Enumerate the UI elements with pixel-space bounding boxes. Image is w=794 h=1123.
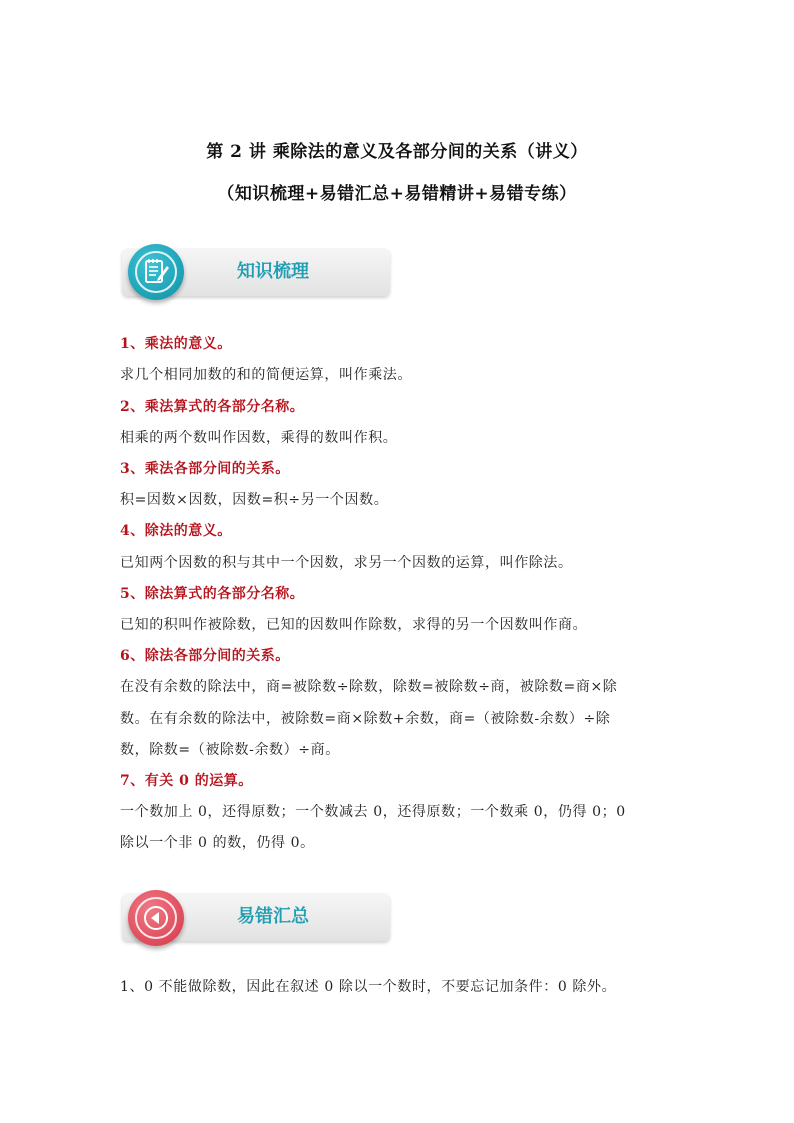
play-back-icon [128,890,184,946]
notepad-pen-icon [128,244,184,300]
item-text: 在没有余数的除法中，商=被除数÷除数，除数=被除数÷商，被除数=商×除 [120,679,618,695]
item-heading: 2、乘法算式的各部分名称。 [120,399,305,415]
item-heading: 6、除法各部分间的关系。 [120,648,290,664]
section-label: 知识梳理 [237,261,309,282]
item-text: 数。在有余数的除法中，被除数=商×除数+余数，商=（被除数-余数）÷除 [120,711,611,727]
page-title: 第 2 讲 乘除法的意义及各部分间的关系（讲义） [206,142,588,162]
item-heading: 7、有关 0 的运算。 [120,773,253,789]
item-text: 已知的积叫作被除数，已知的因数叫作除数，求得的另一个因数叫作商。 [120,617,588,633]
item-text: 数，除数=（被除数-余数）÷商。 [120,742,340,758]
item-text: 已知两个因数的积与其中一个因数，求另一个因数的运算，叫作除法。 [120,555,573,571]
item-text: 除以一个非 0 的数，仍得 0。 [120,835,315,851]
item-text: 积=因数×因数，因数=积÷另一个因数。 [120,492,389,508]
item-heading: 5、除法算式的各部分名称。 [120,586,305,602]
item-text: 相乘的两个数叫作因数，乘得的数叫作积。 [120,430,398,446]
page-subtitle: （知识梳理+易错汇总+易错精讲+易错专练） [217,184,577,204]
item-heading: 3、乘法各部分间的关系。 [120,461,290,477]
section-label: 易错汇总 [237,906,309,927]
item-heading: 4、除法的意义。 [120,523,232,539]
error-note: 1、0 不能做除数，因此在叙述 0 除以一个数时，不要忘记加条件：0 除外。 [120,979,617,995]
item-text: 求几个相同加数的和的简便运算，叫作乘法。 [120,367,412,383]
item-text: 一个数加上 0，还得原数；一个数减去 0，还得原数；一个数乘 0，仍得 0；0 [120,804,626,820]
item-heading: 1、乘法的意义。 [120,336,232,352]
